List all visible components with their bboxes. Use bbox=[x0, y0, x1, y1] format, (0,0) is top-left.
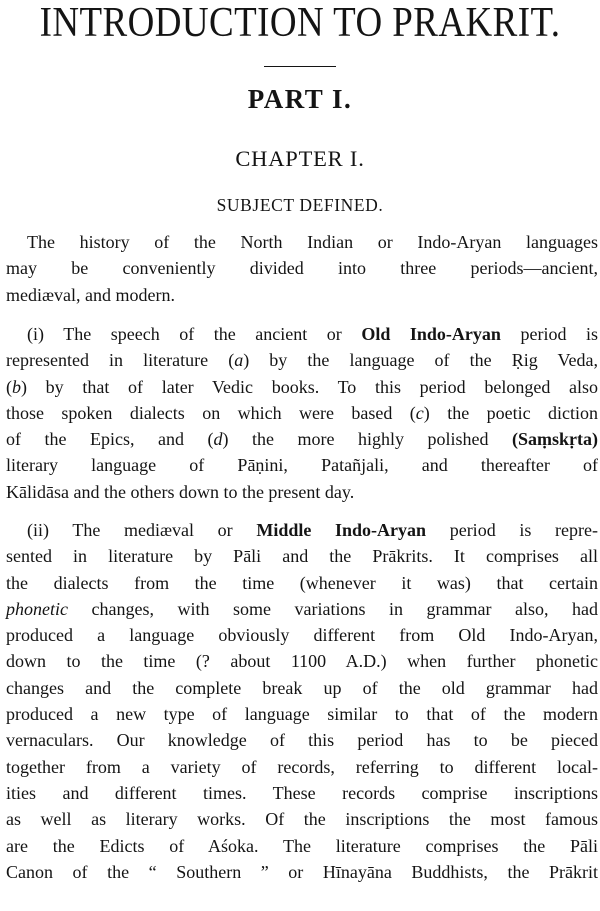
title-divider bbox=[264, 66, 336, 67]
text-line: produced a new type of language similar to that of the modern bbox=[6, 704, 598, 725]
text-run: ) by the language of the Ṛig Veda, bbox=[243, 350, 598, 371]
bold-term: Middle Indo-Aryan bbox=[256, 520, 427, 540]
text-line: literary language of Pāṇini, Patañjali, and thereafter of bbox=[6, 455, 598, 476]
text-line: Kālidāsa and the others down to the present day. bbox=[6, 481, 355, 502]
italic-letter: b bbox=[12, 376, 21, 397]
text-run: of the Epics, and ( bbox=[6, 429, 214, 450]
text-run: period is bbox=[500, 324, 598, 344]
text-line: changes and the complete break up of the old grammar had bbox=[6, 677, 598, 698]
italic-letter: c bbox=[415, 402, 424, 423]
text-line: mediæval, and modern. bbox=[6, 284, 175, 305]
italic-letter: a bbox=[234, 350, 244, 371]
text-run: ) the more highly polished bbox=[222, 429, 513, 450]
text-line bbox=[6, 517, 598, 543]
italic-term: phonetic bbox=[6, 598, 68, 619]
text-line: down to the time (? about 1100 A.D.) when further phonetic bbox=[6, 651, 598, 672]
text-line bbox=[6, 374, 598, 400]
text-line: produced a language obviously different from Old Indo-Aryan, bbox=[6, 625, 598, 646]
italic-letter: d bbox=[213, 429, 223, 450]
text-line: as well as literary works. Of the inscriptions the most famous bbox=[6, 809, 598, 830]
text-run: those spoken dialects on which were based ( bbox=[6, 402, 416, 423]
text-line: the dialects from the time (whenever it was) that certain bbox=[6, 572, 598, 593]
text-line: sented in literature by Pāli and the Prākrits. It comprises all bbox=[6, 546, 598, 567]
part-title: PART I. bbox=[247, 84, 353, 114]
text-run: represented in literature ( bbox=[6, 350, 235, 371]
text-run: changes, with some variations in grammar also, had bbox=[67, 598, 598, 619]
chapter-title: CHAPTER I. bbox=[235, 146, 365, 171]
text-line bbox=[6, 426, 598, 452]
bold-term: Old Indo-Aryan bbox=[361, 324, 501, 344]
text-run: ) the poetic diction bbox=[423, 402, 598, 423]
text-run: period is repre- bbox=[426, 520, 598, 540]
paragraph-middle-indo-aryan bbox=[6, 517, 598, 885]
text-line bbox=[6, 400, 598, 426]
section-title: SUBJECT DEFINED. bbox=[216, 195, 384, 215]
paragraph-old-indo-aryan bbox=[6, 321, 598, 505]
text-run: (ii) The mediæval or bbox=[27, 520, 257, 540]
text-line: vernaculars. Our knowledge of this period has to be pieced bbox=[6, 730, 598, 751]
text-run: ( bbox=[6, 376, 12, 397]
paragraph-intro bbox=[6, 229, 598, 308]
text-line bbox=[6, 596, 598, 622]
text-run: (i) The speech of the ancient or bbox=[27, 324, 362, 344]
text-line: are the Edicts of Aśoka. The literature comprises the Pāli bbox=[6, 835, 598, 856]
text-line bbox=[6, 347, 598, 373]
text-line: The history of the North Indian or Indo-Aryan languages bbox=[27, 232, 598, 252]
text-line: may be conveniently divided into three periods—ancient, bbox=[6, 258, 598, 279]
book-title: INTRODUCTION TO PRAKRIT. bbox=[39, 0, 561, 46]
text-line: together from a variety of records, referring to different local- bbox=[6, 756, 598, 777]
text-line: ities and different times. These records comprise inscriptions bbox=[6, 782, 598, 803]
bold-term: (Saṃskṛta) bbox=[512, 429, 599, 450]
text-line: Canon of the “ Southern ” or Hīnayāna Buddhists, the Prākrit bbox=[6, 861, 598, 882]
text-run: ) by that of later Vedic books. To this period belonged also bbox=[21, 376, 598, 397]
text-line bbox=[6, 321, 598, 347]
